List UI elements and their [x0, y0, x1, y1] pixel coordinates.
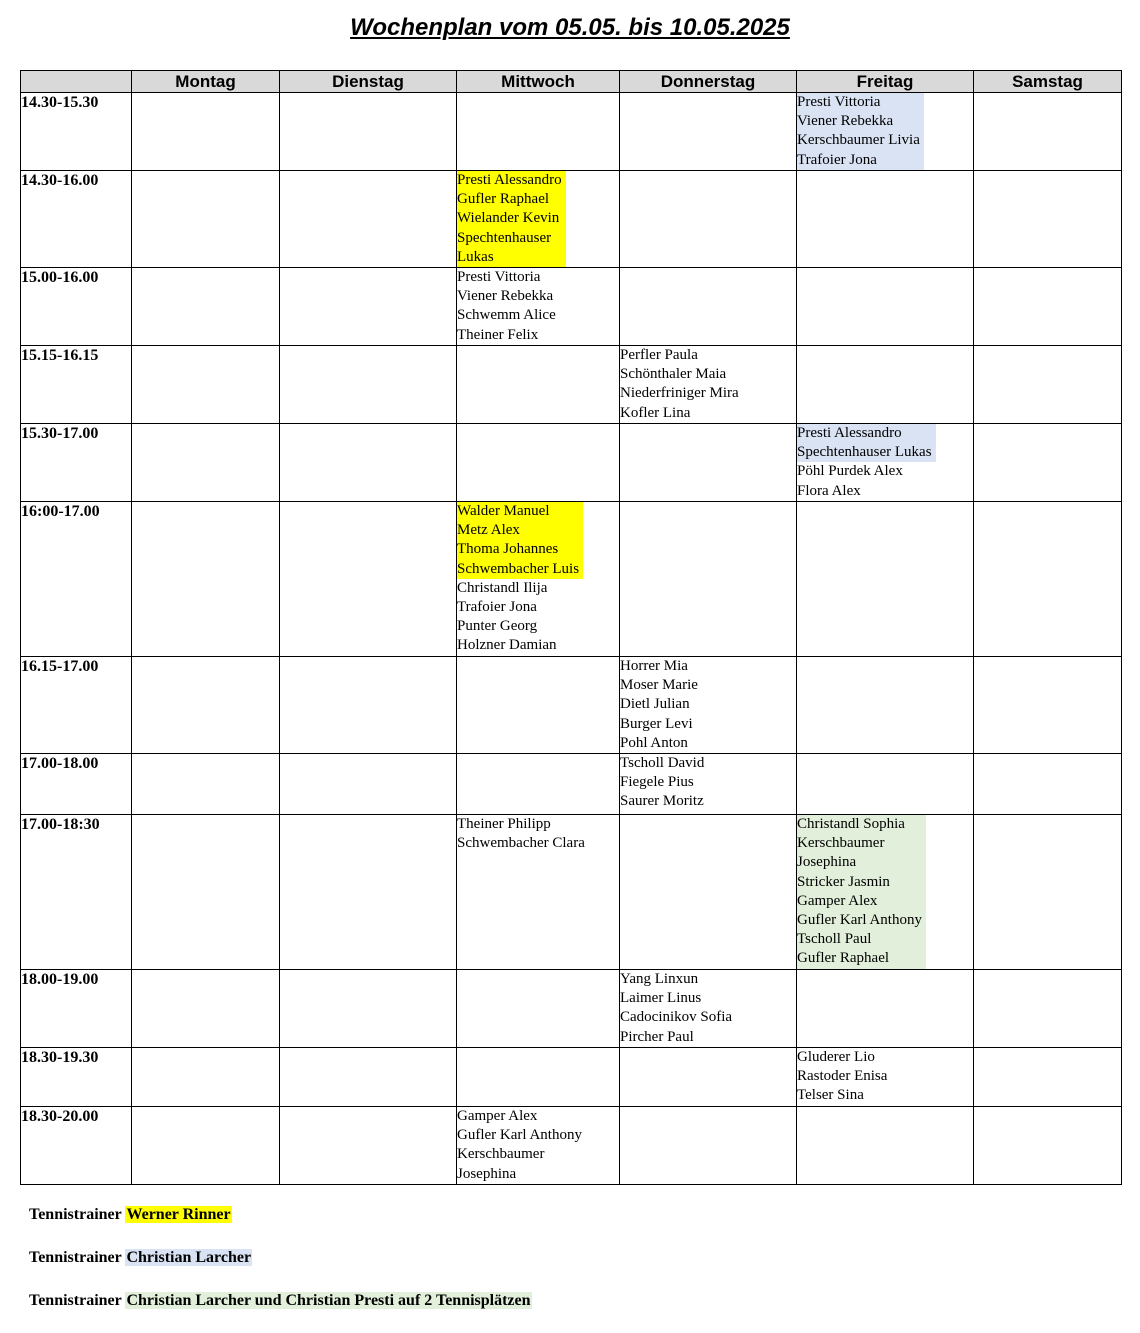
player-name: Josephina [457, 1165, 517, 1182]
schedule-cell-montag [132, 1048, 280, 1107]
schedule-row [21, 502, 1122, 657]
schedule-cell-montag [132, 171, 280, 268]
player-name: Schwemm Alice [457, 307, 556, 324]
trainer-group [457, 579, 561, 656]
schedule-cell-freitag [797, 970, 974, 1048]
trainer-group [797, 424, 936, 462]
legend-trainer-name: Christian Larcher [126, 1249, 252, 1266]
time-slot: 18.30-19.30 [21, 1048, 132, 1107]
schedule-cell-freitag [797, 754, 974, 815]
schedule-cell-mittwoch [457, 346, 620, 424]
page-title: Wochenplan vom 05.05. bis 10.05.2025 [350, 14, 790, 41]
schedule-cell-dienstag [280, 268, 457, 346]
time-slot: 17.00-18.00 [21, 754, 132, 815]
schedule-cell-donnerstag [620, 346, 797, 424]
schedule-cell-mittwoch [457, 424, 620, 502]
player-name: Josephina [797, 854, 857, 871]
schedule-row [21, 93, 1122, 171]
schedule-cell-mittwoch [457, 268, 620, 346]
player-name: Kerschbaumer [797, 835, 885, 852]
day-header-dienstag: Dienstag [280, 71, 457, 93]
player-name: Kerschbaumer Livia [797, 132, 920, 149]
schedule-cell-dienstag [280, 754, 457, 815]
player-name: Gufler Raphael [797, 950, 890, 967]
legend-row [29, 1247, 532, 1269]
trainer-group [457, 171, 566, 267]
player-name: Laimer Linus [620, 990, 702, 1007]
schedule-cell-samstag [974, 93, 1122, 171]
legend-row [29, 1290, 532, 1312]
day-header-montag: Montag [132, 71, 280, 93]
schedule-cell-montag [132, 502, 280, 657]
player-name: Pohl Anton [620, 734, 688, 751]
player-name: Holzner Damian [457, 637, 557, 654]
schedule-row [21, 815, 1122, 970]
trainer-group [797, 462, 907, 500]
schedule-cell-montag [132, 268, 280, 346]
player-name: Schwembacher Luis [457, 560, 580, 577]
schedule-cell-dienstag [280, 815, 457, 970]
schedule-cell-donnerstag [620, 1048, 797, 1107]
player-name: Presti Vittoria [797, 94, 881, 110]
schedule-cell-dienstag [280, 346, 457, 424]
player-name: Punter Georg [457, 618, 538, 635]
schedule-cell-mittwoch [457, 754, 620, 815]
player-name: Spechtenhauser [457, 229, 552, 246]
schedule-cell-donnerstag [620, 268, 797, 346]
player-name: Pircher Paul [620, 1028, 694, 1045]
schedule-cell-montag [132, 93, 280, 171]
player-name: Presti Alessandro [457, 172, 562, 188]
time-slot: 16:00-17.00 [21, 502, 132, 657]
time-slot: 16.15-17.00 [21, 657, 132, 754]
trainer-legend [29, 1204, 532, 1333]
schedule-cell-montag [132, 970, 280, 1048]
player-name: Gufler Raphael [457, 191, 550, 208]
trainer-group [797, 815, 926, 969]
legend-trainer-name: Werner Rinner [126, 1206, 231, 1223]
trainer-group [620, 754, 708, 812]
schedule-cell-dienstag [280, 171, 457, 268]
player-name: Viener Rebekka [797, 113, 894, 130]
schedule-cell-freitag [797, 815, 974, 970]
player-name: Tscholl David [620, 755, 705, 772]
day-header-donnerstag: Donnerstag [620, 71, 797, 93]
schedule-cell-mittwoch [457, 1107, 620, 1185]
schedule-cell-freitag [797, 346, 974, 424]
player-name: Viener Rebekka [457, 288, 554, 305]
legend-label: Tennistrainer [29, 1206, 122, 1223]
schedule-cell-donnerstag [620, 93, 797, 171]
player-name: Moser Marie [620, 677, 698, 694]
player-name: Kofler Lina [620, 404, 691, 421]
legend-label: Tennistrainer [29, 1292, 122, 1309]
player-name: Schwembacher Clara [457, 835, 585, 852]
schedule-cell-samstag [974, 657, 1122, 754]
day-header-freitag: Freitag [797, 71, 974, 93]
player-name: Thoma Johannes [457, 541, 559, 558]
schedule-row [21, 754, 1122, 815]
trainer-group [797, 1048, 891, 1106]
schedule-cell-montag [132, 754, 280, 815]
schedule-cell-freitag [797, 1107, 974, 1185]
schedule-row [21, 970, 1122, 1048]
schedule-cell-freitag [797, 93, 974, 171]
day-header-mittwoch: Mittwoch [457, 71, 620, 93]
time-slot: 15.30-17.00 [21, 424, 132, 502]
player-name: Theiner Philipp [457, 816, 551, 833]
schedule-cell-dienstag [280, 502, 457, 657]
player-name: Perfler Paula [620, 347, 698, 364]
player-name: Presti Vittoria [457, 269, 541, 286]
player-name: Lukas [457, 248, 494, 265]
player-name: Walder Manuel [457, 503, 550, 520]
schedule-cell-mittwoch [457, 171, 620, 268]
schedule-cell-mittwoch [457, 815, 620, 970]
trainer-group [457, 1107, 586, 1184]
schedule-cell-dienstag [280, 1107, 457, 1185]
time-slot: 15.00-16.00 [21, 268, 132, 346]
player-name: Theiner Felix [457, 326, 539, 343]
schedule-cell-montag [132, 1107, 280, 1185]
schedule-cell-samstag [974, 424, 1122, 502]
schedule-row [21, 346, 1122, 424]
schedule-row [21, 424, 1122, 502]
schedule-cell-samstag [974, 815, 1122, 970]
player-name: Presti Alessandro [797, 425, 902, 442]
schedule-cell-donnerstag [620, 1107, 797, 1185]
schedule-row [21, 171, 1122, 268]
player-name: Telser Sina [797, 1087, 864, 1104]
time-slot: 18.00-19.00 [21, 970, 132, 1048]
schedule-cell-samstag [974, 1107, 1122, 1185]
schedule-cell-freitag [797, 268, 974, 346]
player-name: Burger Levi [620, 715, 693, 732]
player-name: Flora Alex [797, 482, 861, 499]
player-name: Pöhl Purdek Alex [797, 463, 903, 480]
legend-trainer-name: Christian Larcher und Christian Presti auf 2 Tennisplätzen [126, 1292, 531, 1309]
header-row [21, 71, 1122, 93]
schedule-cell-dienstag [280, 93, 457, 171]
schedule-cell-donnerstag [620, 171, 797, 268]
player-name: Horrer Mia [620, 658, 688, 675]
schedule-cell-montag [132, 815, 280, 970]
player-name: Tscholl Paul [797, 931, 872, 948]
player-name: Schönthaler Maia [620, 366, 727, 383]
schedule-cell-freitag [797, 171, 974, 268]
player-name: Trafoier Jona [797, 151, 877, 168]
schedule-cell-samstag [974, 268, 1122, 346]
player-name: Gluderer Lio [797, 1049, 875, 1066]
trainer-group [620, 346, 743, 423]
player-name: Spechtenhauser Lukas [797, 444, 932, 461]
schedule-cell-mittwoch [457, 502, 620, 657]
schedule-cell-freitag [797, 1048, 974, 1107]
player-name: Christandl Sophia [797, 816, 905, 833]
day-header-samstag: Samstag [974, 71, 1122, 93]
player-name: Christandl Ilija [457, 579, 548, 596]
player-name: Gamper Alex [457, 1108, 538, 1125]
player-name: Wielander Kevin [457, 210, 560, 227]
player-name: Dietl Julian [620, 696, 690, 713]
schedule-cell-mittwoch [457, 1048, 620, 1107]
schedule-row [21, 268, 1122, 346]
time-slot: 17.00-18:30 [21, 815, 132, 970]
time-slot: 14.30-16.00 [21, 171, 132, 268]
trainer-group [457, 268, 560, 345]
schedule-cell-mittwoch [457, 970, 620, 1048]
schedule-cell-dienstag [280, 657, 457, 754]
time-slot: 14.30-15.30 [21, 93, 132, 171]
legend-row [29, 1204, 532, 1226]
trainer-group [797, 93, 924, 170]
schedule-cell-montag [132, 424, 280, 502]
schedule-cell-donnerstag [620, 970, 797, 1048]
trainer-group [457, 502, 583, 579]
time-slot: 15.15-16.15 [21, 346, 132, 424]
trainer-group [620, 970, 736, 1047]
trainer-group [457, 815, 589, 853]
schedule-cell-freitag [797, 657, 974, 754]
schedule-row [21, 1107, 1122, 1185]
schedule-cell-samstag [974, 171, 1122, 268]
player-name: Yang Linxun [620, 971, 699, 988]
schedule-cell-samstag [974, 346, 1122, 424]
player-name: Gufler Karl Anthony [457, 1127, 582, 1144]
schedule-cell-samstag [974, 970, 1122, 1048]
player-name: Kerschbaumer [457, 1146, 545, 1163]
schedule-cell-dienstag [280, 424, 457, 502]
schedule-cell-donnerstag [620, 754, 797, 815]
schedule-table [20, 70, 1122, 1185]
schedule-cell-dienstag [280, 970, 457, 1048]
schedule-cell-dienstag [280, 1048, 457, 1107]
player-name: Rastoder Enisa [797, 1068, 888, 1085]
schedule-cell-samstag [974, 1048, 1122, 1107]
schedule-cell-montag [132, 657, 280, 754]
schedule-row [21, 1048, 1122, 1107]
schedule-row [21, 657, 1122, 754]
player-name: Stricker Jasmin [797, 873, 890, 890]
player-name: Cadocinikov Sofia [620, 1009, 733, 1026]
time-slot: 18.30-20.00 [21, 1107, 132, 1185]
schedule-cell-samstag [974, 754, 1122, 815]
schedule-cell-mittwoch [457, 657, 620, 754]
legend-label: Tennistrainer [29, 1249, 122, 1266]
player-name: Fiegele Pius [620, 774, 694, 791]
schedule-cell-freitag [797, 502, 974, 657]
player-name: Gufler Karl Anthony [797, 912, 922, 929]
schedule-cell-mittwoch [457, 93, 620, 171]
trainer-group [620, 657, 702, 753]
schedule-cell-donnerstag [620, 657, 797, 754]
player-name: Metz Alex [457, 522, 520, 539]
player-name: Gamper Alex [797, 892, 878, 909]
schedule-cell-donnerstag [620, 815, 797, 970]
schedule-cell-samstag [974, 502, 1122, 657]
corner-cell [21, 71, 132, 93]
player-name: Trafoier Jona [457, 599, 537, 616]
schedule-cell-montag [132, 346, 280, 424]
schedule-cell-freitag [797, 424, 974, 502]
player-name: Saurer Moritz [620, 793, 704, 810]
schedule-cell-donnerstag [620, 502, 797, 657]
schedule-cell-donnerstag [620, 424, 797, 502]
player-name: Niederfriniger Mira [620, 385, 739, 402]
